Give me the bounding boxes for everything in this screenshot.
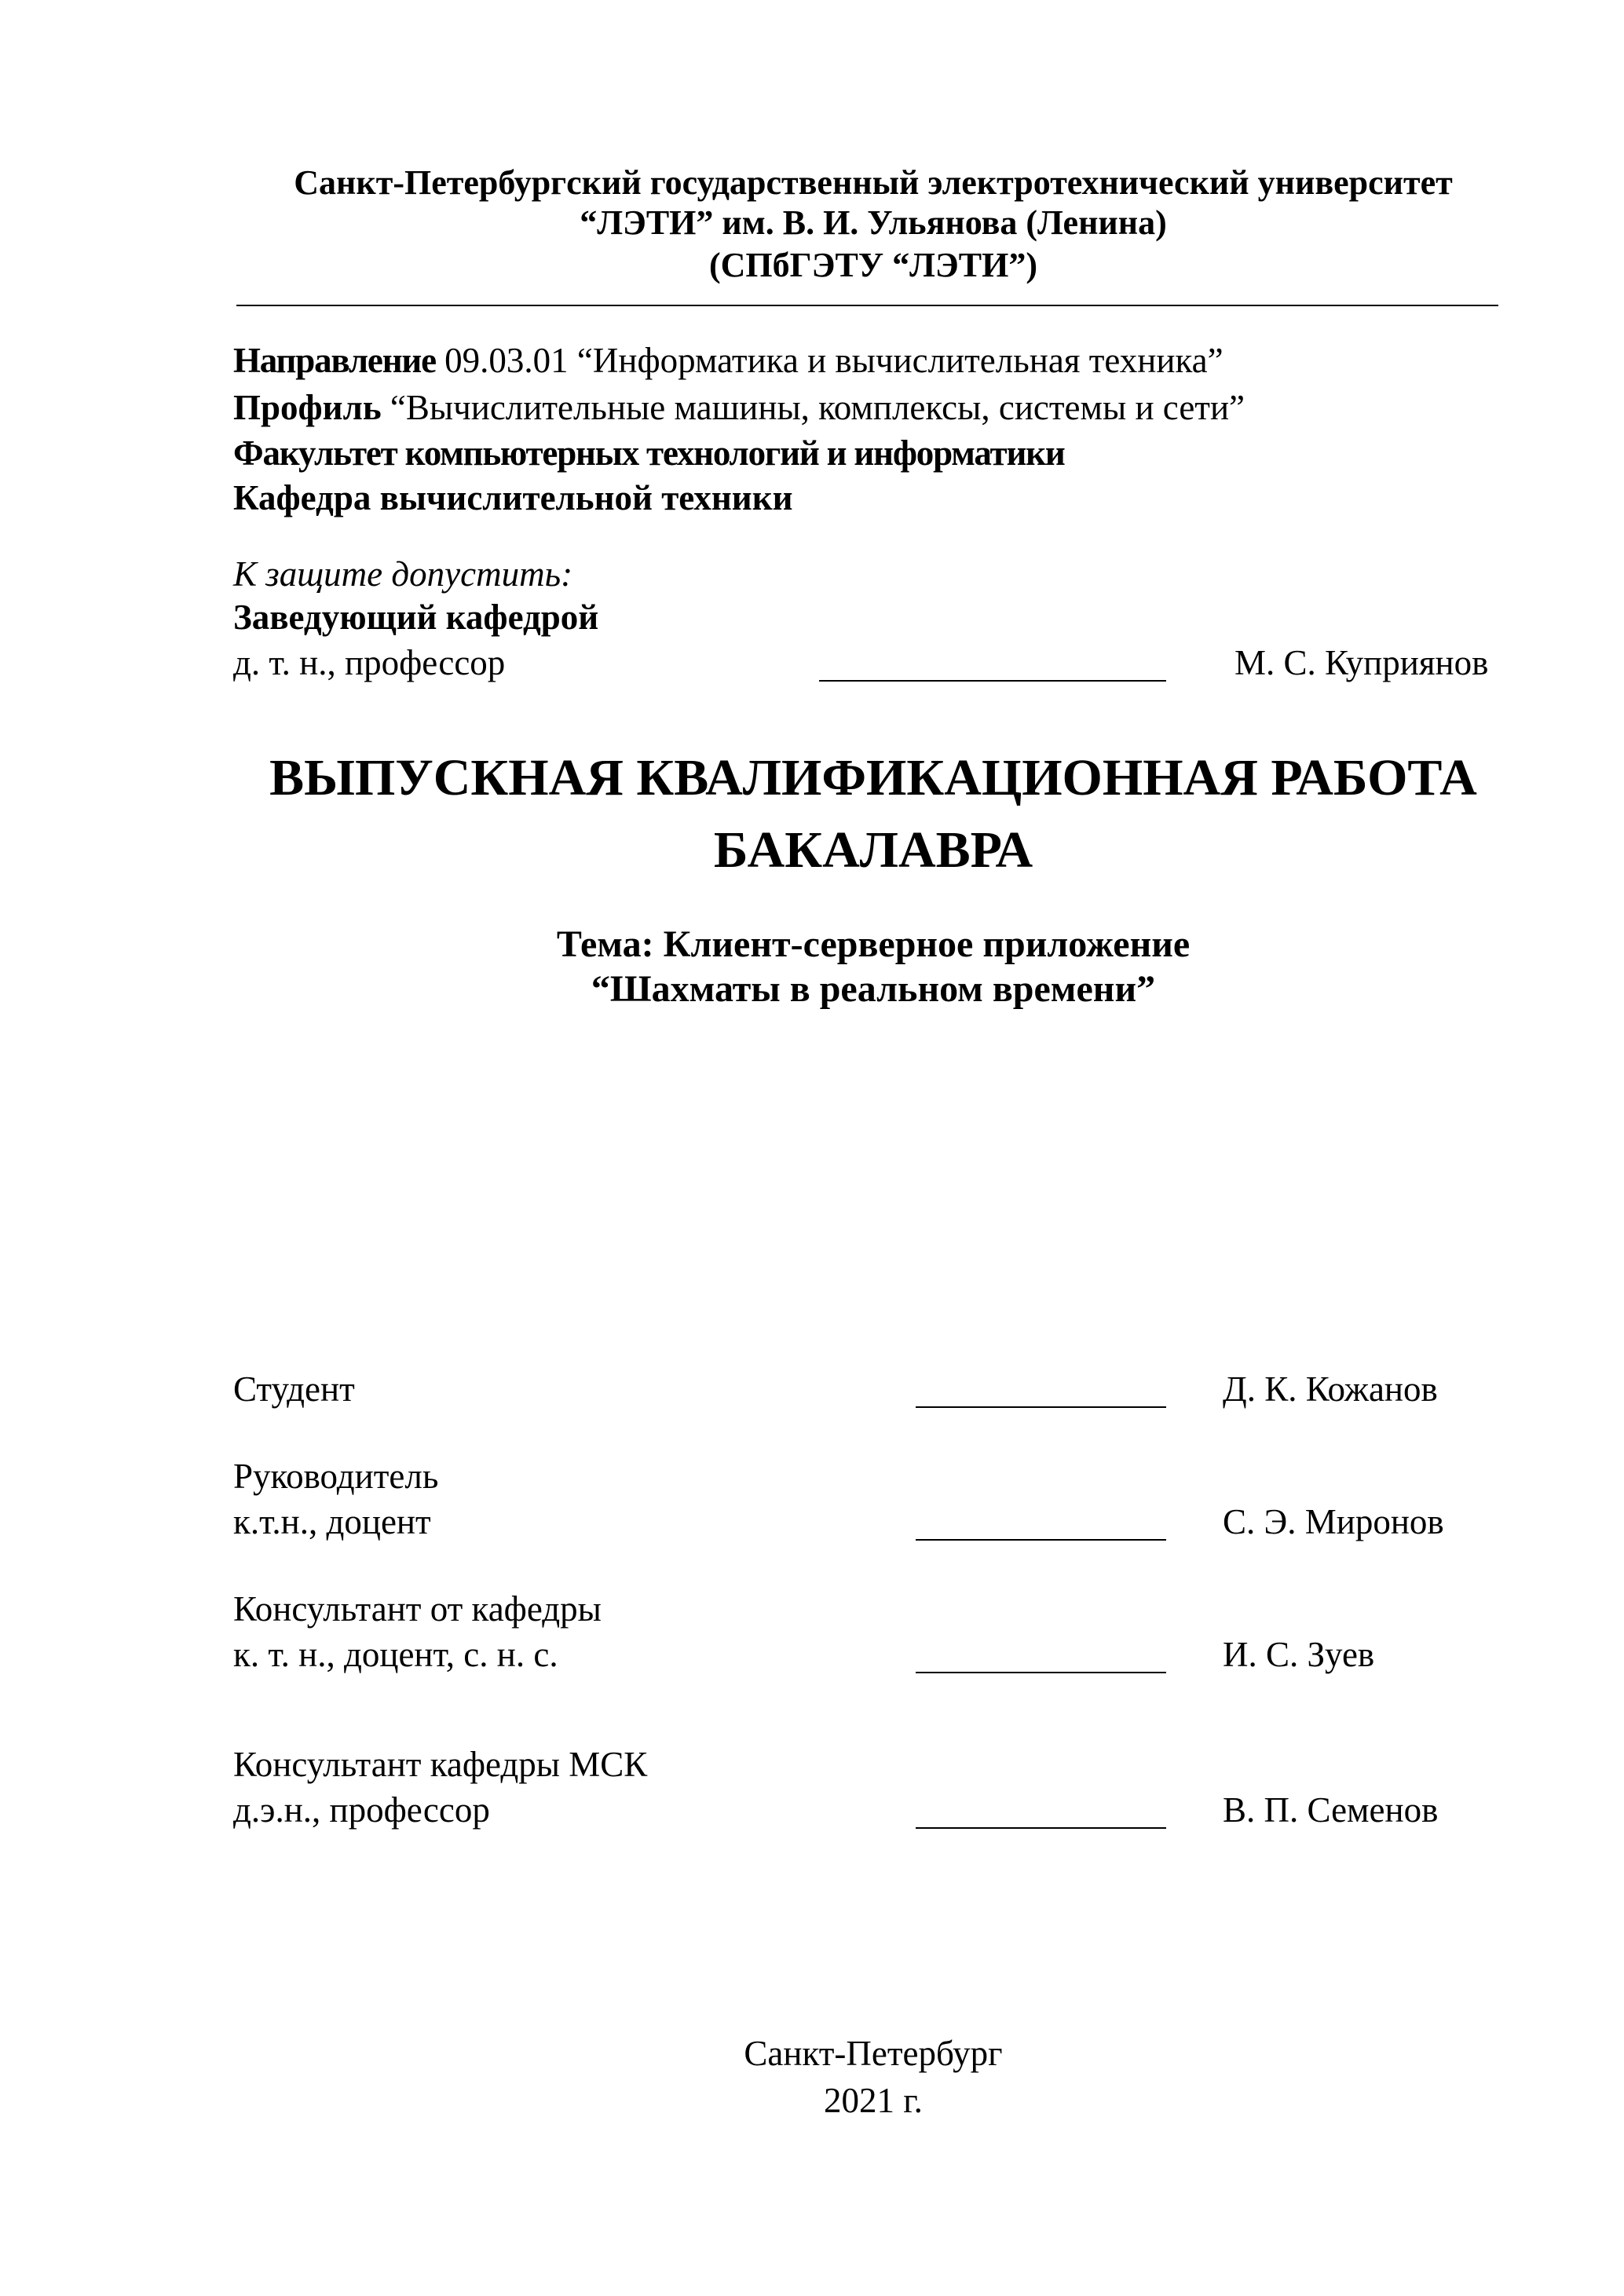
supervisor-role: Руководитель [233,1457,439,1496]
supervisor-name: С. Э. Миронов [1223,1502,1444,1541]
city: Санкт-Петербург [744,2034,1003,2073]
msk-consultant-name: В. П. Семенов [1223,1790,1439,1830]
student-name: Д. К. Кожанов [1223,1369,1438,1409]
direction-label: Направление [233,341,436,380]
head-role: Заведующий кафедрой [233,598,599,637]
supervisor-signature-line [916,1539,1166,1541]
consultant-name: И. С. Зуев [1223,1635,1375,1674]
consultant-degree: к. т. н., доцент, с. н. с. [233,1635,558,1674]
topic-line1: Тема: Клиент-серверное приложение [556,923,1191,965]
msk-consultant-degree: д.э.н., профессор [233,1790,490,1830]
document-title-line2: БАКАЛАВРА [713,821,1033,879]
admit-label: К защите допустить: [233,554,573,594]
head-degree: д. т. н., профессор [233,643,506,682]
profile-line [233,387,1245,428]
year: 2021 г. [824,2081,923,2120]
header-divider [236,305,1498,306]
document-title-line1: ВЫПУСКНАЯ КВАЛИФИКАЦИОННАЯ РАБОТА [269,749,1477,806]
student-signature-line [916,1406,1166,1408]
faculty: Факультет компьютерных технологий и информатики [233,433,1065,473]
msk-consultant-signature-line [916,1827,1166,1829]
supervisor-degree: к.т.н., доцент [233,1502,431,1541]
student-role: Студент [233,1369,355,1409]
direction-value: 09.03.01 “Информатика и вычислительная техника” [435,341,1223,380]
profile-label: Профиль [233,388,382,427]
consultant-role: Консультант от кафедры [233,1589,602,1629]
consultant-signature-line [916,1672,1166,1673]
head-name: М. С. Куприянов [1234,643,1489,682]
msk-consultant-role: Консультант кафедры МСК [233,1745,648,1784]
head-signature-line [819,680,1166,682]
university-abbreviation: (СПбГЭТУ “ЛЭТИ”) [709,246,1037,284]
department: Кафедра вычислительной техники [233,478,793,517]
topic-line2: “Шахматы в реальном времени” [591,968,1156,1010]
profile-value: “Вычислительные машины, комплексы, системы и сети” [381,388,1245,427]
university-name-line1: Санкт-Петербургский государственный электротехнический университет [294,163,1453,202]
direction-line [233,340,1223,381]
university-name-line2: “ЛЭТИ” им. В. И. Ульянова (Ленина) [580,203,1167,242]
